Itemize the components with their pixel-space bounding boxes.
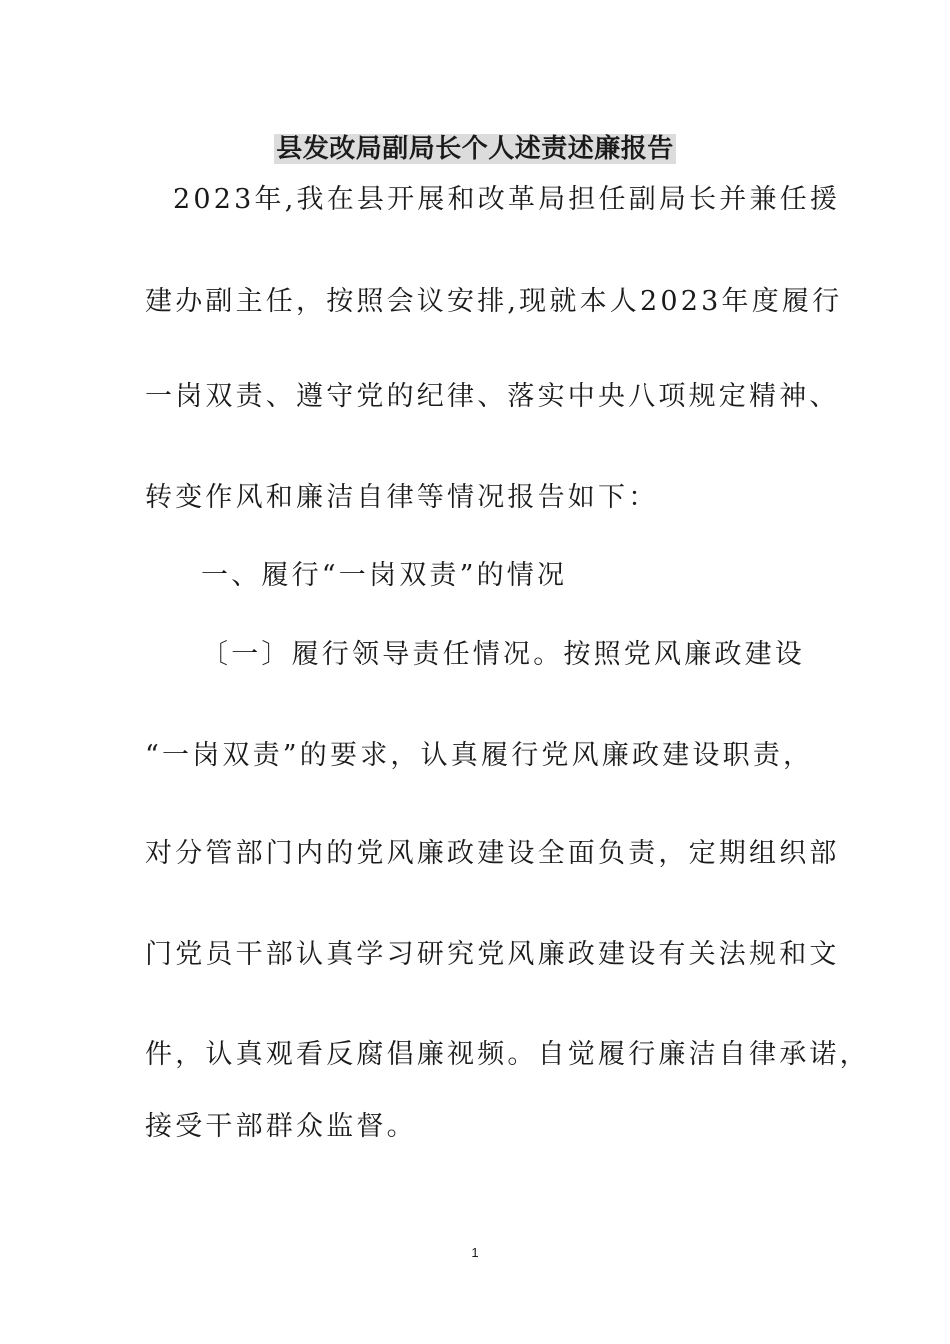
paragraph-line-6: 〔一〕履行领导责任情况。按照党风廉政建设	[201, 639, 805, 670]
paragraph-line-9: 门党员干部认真学习研究党风廉政建设有关法规和文	[145, 939, 840, 970]
document-title	[0, 131, 950, 167]
paragraph-line-3: 一岗双责、遵守党的纪律、落实中央八项规定精神、	[145, 381, 840, 412]
paragraph-line-10: 件，认真观看反腐倡廉视频。自觉履行廉洁自律承诺，	[145, 1039, 870, 1070]
page-number: 1	[471, 1245, 479, 1260]
paragraph-line-4: 转变作风和廉洁自律等情况报告如下：	[145, 482, 659, 513]
paragraph-line-7: “一岗双责”的要求，认真履行党风廉政建设职责，	[145, 740, 814, 771]
document-title-text: 县发改局副局长个人述责述廉报告	[276, 134, 674, 164]
paragraph-line-1: 2023年,我在县开展和改革局担任副局长并兼任援	[173, 184, 841, 215]
section-heading-1: 一、履行“一岗双责”的情况	[201, 560, 568, 591]
paragraph-line-2: 建办副主任，按照会议安排,现就本人2023年度履行	[145, 286, 843, 317]
paragraph-line-11: 接受干部群众监督。	[145, 1111, 417, 1142]
paragraph-line-8: 对分管部门内的党风廉政建设全面负责，定期组织部	[145, 838, 840, 869]
